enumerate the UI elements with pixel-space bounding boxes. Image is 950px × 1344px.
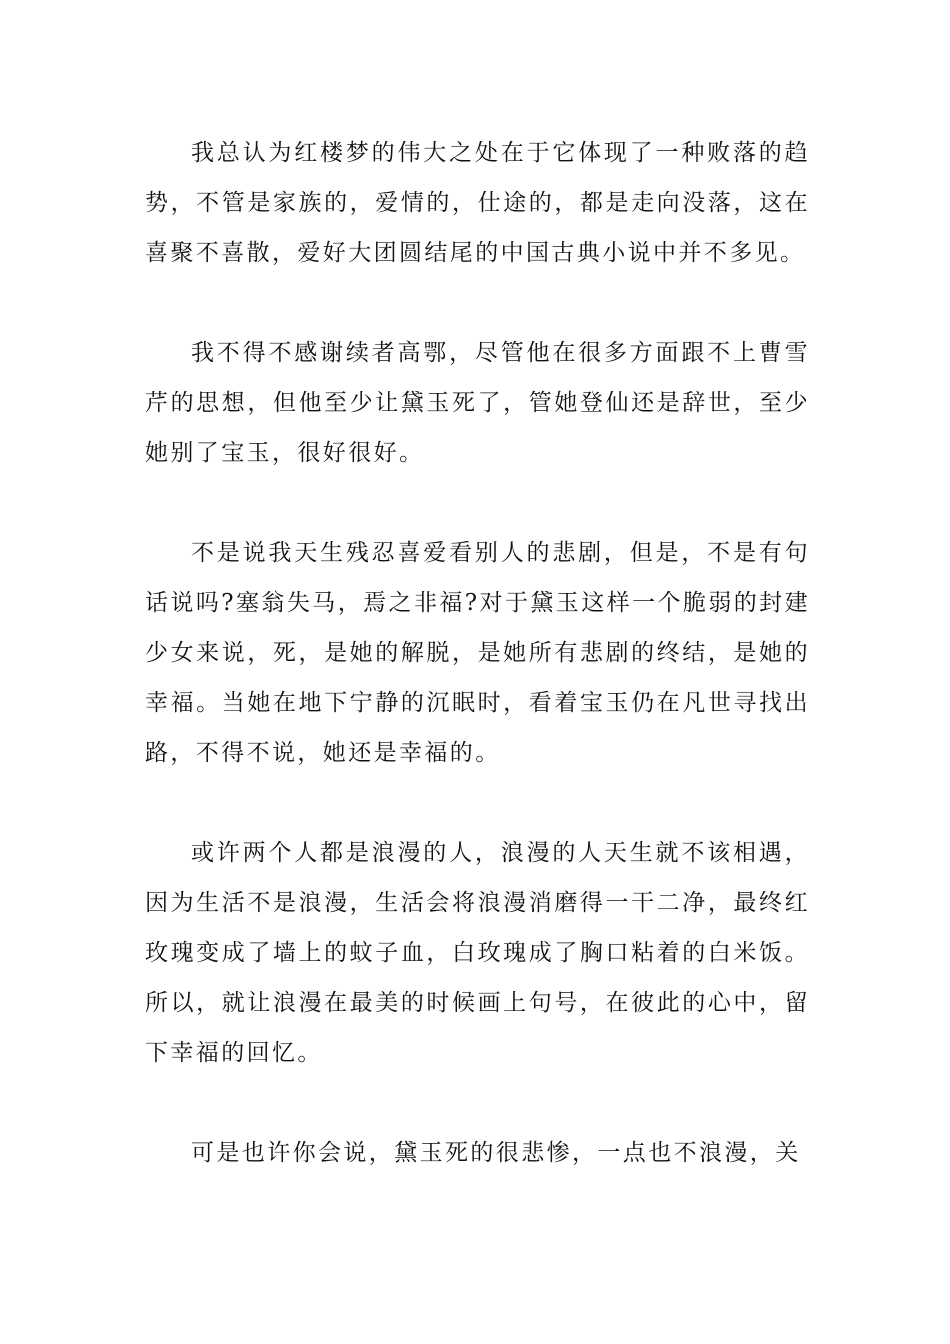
paragraph-spacer — [145, 778, 810, 828]
document-body — [145, 128, 810, 1178]
paragraph-4: 或许两个人都是浪漫的人，浪漫的人天生就不该相遇，因为生活不是浪漫，生活会将浪漫消磨得一干二净，最终红玫瑰变成了墙上的蚊子血，白玫瑰成了胸口粘着的白米饭。所以，就让浪漫在最美的时候画上句号，在彼此的心中，留下幸福的回忆。 — [145, 840, 810, 1066]
paragraph-spacer — [145, 1078, 810, 1128]
paragraph-1: 我总认为红楼梦的伟大之处在于它体现了一种败落的趋势，不管是家族的，爱情的，仕途的，都是走向没落，这在喜聚不喜散，爱好大团圆结尾的中国古典小说中并不多见。 — [145, 140, 810, 266]
paragraph-spacer — [145, 278, 810, 328]
paragraph-3: 不是说我天生残忍喜爱看别人的悲剧，但是，不是有句话说吗?塞翁失马，焉之非福?对于黛玉这样一个脆弱的封建少女来说，死，是她的解脱，是她所有悲剧的终结，是她的幸福。当她在地下宁静的沉眠时，看着宝玉仍在凡世寻找出路，不得不说，她还是幸福的。 — [145, 540, 810, 766]
paragraph-5: 可是也许你会说，黛玉死的很悲惨，一点也不浪漫，关 — [191, 1140, 801, 1166]
paragraph-spacer — [145, 478, 810, 528]
paragraph-2: 我不得不感谢续者高鄂，尽管他在很多方面跟不上曹雪芹的思想，但他至少让黛玉死了，管她登仙还是辞世，至少她别了宝玉，很好很好。 — [145, 340, 810, 466]
